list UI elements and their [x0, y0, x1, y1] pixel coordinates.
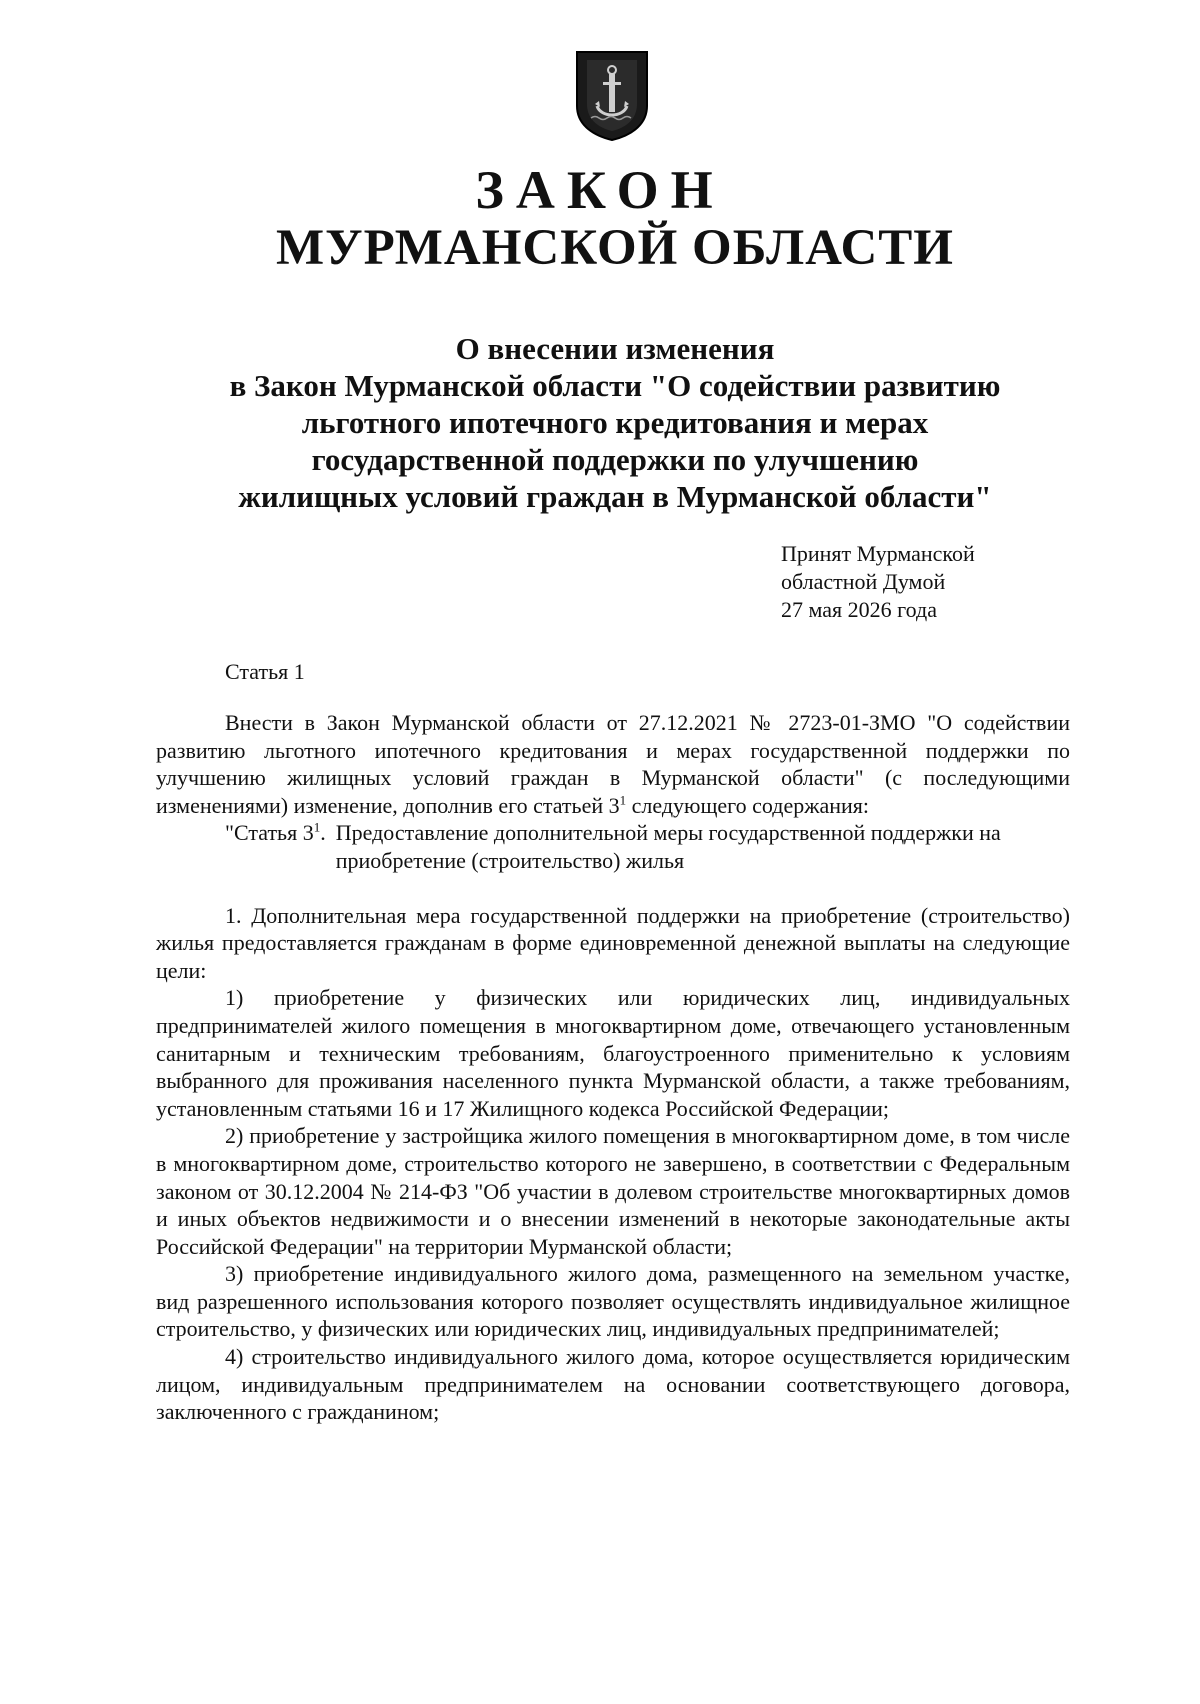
article-intro-paragraph: [156, 709, 1070, 819]
law-subject-line: в Закон Мурманской области "О содействии развитию: [229, 368, 1001, 403]
list-item: 1) приобретение у физических или юридических лиц, индивидуальных предпринимателей жилого помещения в многоквартирном доме, отвечающего установленным санитарным и техническим требованиям, благоустроенного применительно к условиям выбранного для проживания населенного пункта Мурманской области, а также требованиям, установленным статьями 16 и 17 Жилищного кодекса Российской Федерации;: [156, 985, 1070, 1121]
document-region-title: МУРМАНСКОЙ ОБЛАСТИ: [276, 220, 954, 276]
list-item: 3) приобретение индивидуального жилого дома, размещенного на земельном участке, вид разрешенного использования которого позволяет осуществлять индивидуальное жилищное строительство, у физических или юридических лиц, индивидуальных предпринимателей;: [156, 1261, 1070, 1342]
law-subject-line: О внесении изменения: [455, 331, 775, 366]
new-article-label-text: "Статья 3: [225, 820, 314, 846]
intro-text-end: следующего содержания:: [626, 792, 869, 818]
document-body: [156, 709, 1070, 1426]
article-heading: Статья 1: [225, 659, 305, 684]
paragraph: 1. Дополнительная мера государственной поддержки на приобретение (строительство) жилья предоставляется гражданам в форме единовременной денежной выплаты на следующие цели:: [156, 902, 1070, 983]
new-article-label-dot: .: [320, 820, 326, 846]
list-item: 4) строительство индивидуального жилого дома, которое осуществляется юридическим лицом, индивидуальным предпринимателем на основании соответствующего договора, заключенного с гражданином;: [156, 1344, 1070, 1425]
new-article-heading: [225, 819, 1070, 874]
new-article-title: Предоставление дополнительной меры государственной поддержки на приобретение (строительство) жилья: [335, 820, 1001, 873]
adoption-note: [781, 540, 975, 624]
superscript: 1: [313, 820, 321, 836]
law-subject: [150, 330, 1080, 515]
law-subject-line: льготного ипотечного кредитования и мерах: [301, 405, 929, 440]
law-subject-line: жилищных условий граждан в Мурманской области": [238, 479, 992, 514]
law-subject-line: государственной поддержки по улучшению: [311, 442, 919, 477]
intro-text: Внести в Закон Мурманской области от 27.12.2021 № 2723-01-ЗМО "О содействии развитию льготного ипотечного кредитования и мерах государственной поддержки по улучшению жилищных условий граждан в Мурманской области" (с последующими изменениями) изменение, дополнив его статьей 3: [156, 710, 1070, 818]
coat-of-arms-icon: [573, 48, 651, 142]
list-item: 2) приобретение у застройщика жилого помещения в многоквартирном доме, в том числе в многоквартирном доме, строительство которого не завершено, в соответствии с Федеральным законом от 30.12.2004 № 214-ФЗ "Об участии в долевом строительстве многоквартирных домов и иных объектов недвижимости и о внесении изменений в некоторые законодательные акты Российской Федерации" на территории Мурманской области;: [156, 1123, 1070, 1259]
superscript: 1: [619, 792, 627, 808]
adoption-line: областной Думой: [781, 569, 946, 594]
document-title: ЗАКОН: [475, 160, 725, 220]
adoption-date: 27 мая 2026 года: [781, 597, 937, 622]
new-article-label: [225, 819, 326, 874]
adoption-line: Принят Мурманской: [781, 541, 975, 566]
